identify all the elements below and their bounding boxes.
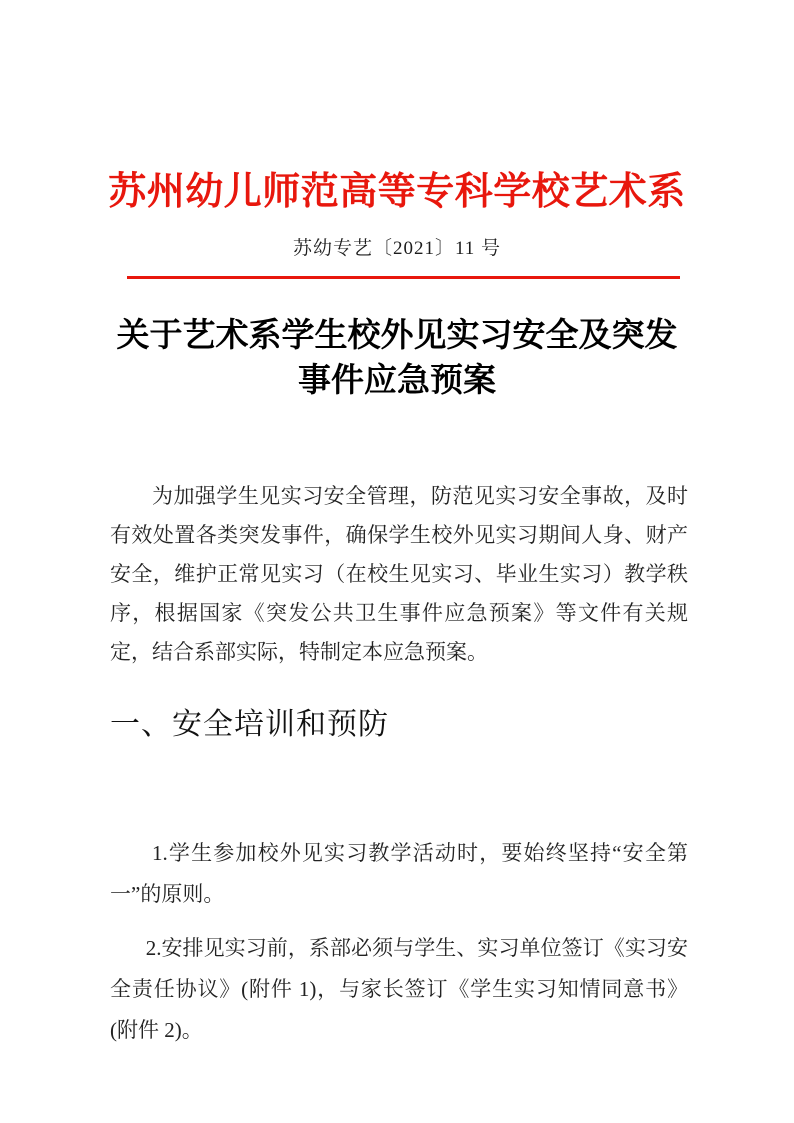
org-title: 苏州幼儿师范高等专科学校艺术系 [108, 171, 686, 213]
intro-paragraph: 为加强学生见实习安全管理，防范见实习安全事故，及时有效处置各类突发事件，确保学生校外见实习期间人身、财产安全，维护正常见实习（在校生见实习、毕业生实习）教学秩序，根据国家《突发公共卫生事件应急预案》等文件有关规定，结合系部实际，特制定本应急预案。 [110, 484, 688, 664]
doc-number: 苏幼专艺〔2021〕11 号 [292, 238, 502, 259]
list-item: 2.安排见实习前，系部必须与学生、实习单位签订《实习安全责任协议》(附件 1)，与家长签订《学生实习知情同意书》(附件 2)。 [110, 936, 688, 1042]
doc-title-line-1: 关于艺术系学生校外见实习安全及突发 [116, 318, 678, 354]
section-heading: 一、安全培训和预防 [110, 708, 389, 741]
doc-title [50, 314, 744, 404]
doc-title-line-2: 事件应急预案 [298, 363, 496, 399]
list-item: 1.学生参加校外见实习教学活动时，要始终坚持“安全第一”的原则。 [110, 841, 688, 906]
red-divider-line [127, 276, 680, 279]
